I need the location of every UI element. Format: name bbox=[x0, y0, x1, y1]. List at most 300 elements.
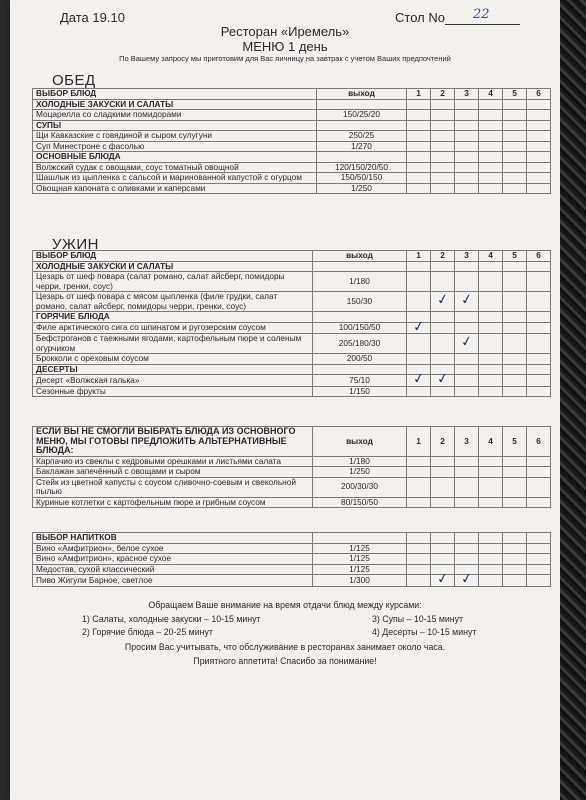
dish-output: 80/150/50 bbox=[313, 497, 407, 508]
header-course-2 bbox=[431, 533, 455, 544]
category-course-cell bbox=[503, 99, 527, 110]
dish-row bbox=[33, 456, 551, 467]
dish-course-cell bbox=[503, 456, 527, 467]
category-output bbox=[317, 99, 407, 110]
dish-course-cell bbox=[407, 467, 431, 478]
dish-course-cell bbox=[431, 497, 455, 508]
category-label: ГОРЯЧИЕ БЛЮДА bbox=[33, 312, 313, 323]
dish-name: Шашлык из цыпленка с сальсой и маринованной капустой с огурцом bbox=[33, 173, 317, 184]
dish-course-cell bbox=[527, 375, 551, 387]
dish-output: 1/125 bbox=[313, 564, 407, 575]
dish-course-cell bbox=[431, 173, 455, 184]
dish-course-cell bbox=[479, 162, 503, 173]
table-number-field bbox=[395, 7, 520, 25]
dish-name: Стейк из цветной капусты с соусом сливочно-соевым и свекольной пылью bbox=[33, 477, 313, 497]
category-course-cell bbox=[527, 364, 551, 375]
dish-output: 75/10 bbox=[313, 375, 407, 387]
category-label: ОСНОВНЫЕ БЛЮДА bbox=[33, 152, 317, 163]
dish-output: 1/250 bbox=[313, 467, 407, 478]
serving-time-hot: 2) Горячие блюда – 20-25 минут bbox=[82, 627, 213, 637]
dish-course-cell bbox=[479, 477, 503, 497]
dish-output: 200/30/30 bbox=[313, 477, 407, 497]
dish-course-cell bbox=[455, 354, 479, 365]
dish-output: 100/150/50 bbox=[313, 322, 407, 334]
dish-course-cell bbox=[431, 292, 455, 312]
dish-name: Моцарелла со сладкими помидорами bbox=[33, 110, 317, 121]
header-course-6: 6 bbox=[527, 427, 551, 457]
dish-course-cell bbox=[527, 322, 551, 334]
dish-course-cell bbox=[455, 467, 479, 478]
dish-course-cell bbox=[503, 575, 527, 587]
dish-course-cell bbox=[527, 183, 551, 194]
dish-row bbox=[33, 334, 551, 354]
dish-course-cell bbox=[503, 131, 527, 142]
dish-output: 1/180 bbox=[313, 272, 407, 292]
dish-course-cell bbox=[431, 354, 455, 365]
category-course-cell bbox=[431, 99, 455, 110]
dish-course-cell bbox=[455, 477, 479, 497]
category-course-cell bbox=[431, 312, 455, 323]
dish-course-cell bbox=[479, 131, 503, 142]
dish-row bbox=[33, 173, 551, 184]
dish-name: Медостав, сухой классический bbox=[33, 564, 313, 575]
header-course-4: 4 bbox=[479, 89, 503, 100]
category-course-cell bbox=[431, 152, 455, 163]
handwritten-check-icon: ✓ bbox=[435, 370, 450, 388]
dish-course-cell bbox=[407, 554, 431, 565]
dish-course-cell bbox=[479, 334, 503, 354]
category-course-cell bbox=[479, 99, 503, 110]
dish-output: 1/125 bbox=[313, 543, 407, 554]
category-course-cell bbox=[407, 120, 431, 131]
dish-course-cell bbox=[527, 554, 551, 565]
dish-course-cell bbox=[527, 334, 551, 354]
dish-course-cell bbox=[527, 173, 551, 184]
header-output: выход bbox=[313, 251, 407, 262]
dish-course-cell bbox=[431, 370, 455, 388]
handwritten-check-icon: ✓ bbox=[411, 317, 426, 336]
dish-output: 250/25 bbox=[317, 131, 407, 142]
dish-course-cell bbox=[407, 354, 431, 365]
dish-row bbox=[33, 272, 551, 292]
restaurant-name: Ресторан «Иремель» bbox=[220, 24, 350, 39]
category-course-cell bbox=[407, 152, 431, 163]
header-course-2: 2 bbox=[431, 89, 455, 100]
dish-course-cell bbox=[407, 141, 431, 152]
handwritten-check-icon: ✓ bbox=[459, 570, 474, 588]
service-time-note: Просим Вас учитывать, что обслуживание в ресторанах занимает около часа. bbox=[124, 642, 446, 652]
category-row bbox=[33, 312, 551, 323]
header-course-3: 3 bbox=[455, 89, 479, 100]
dish-course-cell bbox=[455, 141, 479, 152]
handwritten-check-icon: ✓ bbox=[459, 291, 474, 310]
category-course-cell bbox=[479, 312, 503, 323]
dish-course-cell bbox=[455, 173, 479, 184]
category-course-cell bbox=[527, 261, 551, 272]
dish-course-cell bbox=[431, 554, 455, 565]
dish-output: 150/25/20 bbox=[317, 110, 407, 121]
table-header-row bbox=[33, 89, 551, 100]
dish-course-cell bbox=[431, 386, 455, 397]
dinner-title: УЖИН bbox=[52, 236, 99, 253]
dish-course-cell bbox=[407, 317, 431, 336]
dish-name: Бефстроганов с таежными ягодами, картофельным пюре и соленым огурчиком bbox=[33, 334, 313, 354]
thanks-note: Приятного аппетита! Спасибо за понимание! bbox=[193, 656, 377, 666]
category-label: ДЕСЕРТЫ bbox=[33, 364, 313, 375]
header-course-4: 4 bbox=[479, 427, 503, 457]
dish-course-cell bbox=[431, 334, 455, 354]
dish-course-cell bbox=[503, 477, 527, 497]
dish-course-cell bbox=[503, 386, 527, 397]
dish-row bbox=[33, 110, 551, 121]
dish-course-cell bbox=[407, 110, 431, 121]
header-title: ВЫБОР БЛЮД bbox=[33, 251, 313, 262]
category-course-cell bbox=[455, 312, 479, 323]
dish-course-cell bbox=[431, 322, 455, 334]
drinks-table bbox=[32, 532, 551, 587]
category-course-cell bbox=[455, 120, 479, 131]
dish-course-cell bbox=[407, 456, 431, 467]
header-course-6: 6 bbox=[527, 251, 551, 262]
category-course-cell bbox=[503, 364, 527, 375]
lunch-table bbox=[32, 88, 551, 194]
category-course-cell bbox=[503, 261, 527, 272]
dish-output: 200/50 bbox=[313, 354, 407, 365]
dish-name: Карпачио из свеклы с кедровыми орешками и листьями салата bbox=[33, 456, 313, 467]
dish-course-cell bbox=[479, 272, 503, 292]
category-course-cell bbox=[479, 261, 503, 272]
category-course-cell bbox=[407, 261, 431, 272]
category-label: ХОЛОДНЫЕ ЗАКУСКИ И САЛАТЫ bbox=[33, 99, 317, 110]
dish-course-cell bbox=[407, 575, 431, 587]
header-course-1 bbox=[407, 533, 431, 544]
header-course-5: 5 bbox=[503, 89, 527, 100]
dish-course-cell bbox=[455, 322, 479, 334]
breakfast-note: По Вашему запросу мы приготовим для Вас яичницу на завтрак с учетом Ваших предпочтений bbox=[119, 54, 451, 63]
dish-course-cell bbox=[455, 375, 479, 387]
dish-output: 1/180 bbox=[313, 456, 407, 467]
handwritten-check-icon: ✓ bbox=[435, 291, 450, 310]
dish-row bbox=[33, 322, 551, 334]
header-course-5: 5 bbox=[503, 427, 527, 457]
dish-course-cell bbox=[527, 564, 551, 575]
dish-course-cell bbox=[455, 162, 479, 173]
dish-name: Баклажан запечённый с овощами и сыром bbox=[33, 467, 313, 478]
dish-course-cell bbox=[407, 543, 431, 554]
dish-course-cell bbox=[479, 467, 503, 478]
dish-row bbox=[33, 554, 551, 565]
menu-title: МЕНЮ 1 день bbox=[242, 39, 328, 54]
dish-row bbox=[33, 477, 551, 497]
dish-course-cell bbox=[503, 183, 527, 194]
header-course-3 bbox=[455, 533, 479, 544]
dish-row bbox=[33, 467, 551, 478]
dish-row bbox=[33, 141, 551, 152]
dish-course-cell bbox=[479, 173, 503, 184]
category-row bbox=[33, 261, 551, 272]
dish-course-cell bbox=[503, 322, 527, 334]
category-course-cell bbox=[455, 261, 479, 272]
dish-output: 1/300 bbox=[313, 575, 407, 587]
category-course-cell bbox=[527, 120, 551, 131]
dish-name: Куриные котлетки с картофельным пюре и грибным соусом bbox=[33, 497, 313, 508]
dish-course-cell bbox=[407, 131, 431, 142]
category-row bbox=[33, 120, 551, 131]
dish-course-cell bbox=[479, 141, 503, 152]
dish-course-cell bbox=[503, 543, 527, 554]
dish-course-cell bbox=[479, 110, 503, 121]
dish-output: 1/250 bbox=[317, 183, 407, 194]
dish-course-cell bbox=[503, 110, 527, 121]
dish-course-cell bbox=[407, 272, 431, 292]
dish-output: 205/180/30 bbox=[313, 334, 407, 354]
category-course-cell bbox=[479, 152, 503, 163]
header-title: ВЫБОР БЛЮД bbox=[33, 89, 317, 100]
table-header-row bbox=[33, 251, 551, 262]
dish-name: Щи Кавказские с говядиной и сыром сулугуни bbox=[33, 131, 317, 142]
category-course-cell bbox=[527, 99, 551, 110]
dish-course-cell bbox=[479, 543, 503, 554]
alternatives-table bbox=[32, 426, 551, 508]
category-course-cell bbox=[431, 261, 455, 272]
dish-course-cell bbox=[407, 497, 431, 508]
dish-row bbox=[33, 575, 551, 587]
dish-name: Брокколи с ореховым соусом bbox=[33, 354, 313, 365]
header-output: выход bbox=[317, 89, 407, 100]
serving-time-desserts: 4) Десерты – 10-15 минут bbox=[372, 627, 477, 637]
category-course-cell bbox=[479, 364, 503, 375]
dish-course-cell bbox=[527, 467, 551, 478]
dish-course-cell bbox=[407, 173, 431, 184]
dish-course-cell bbox=[455, 497, 479, 508]
dish-row bbox=[33, 292, 551, 312]
dish-course-cell bbox=[527, 272, 551, 292]
category-row bbox=[33, 99, 551, 110]
dish-course-cell bbox=[503, 467, 527, 478]
dish-output: 120/150/20/50 bbox=[317, 162, 407, 173]
dish-course-cell bbox=[455, 272, 479, 292]
category-label: СУПЫ bbox=[33, 120, 317, 131]
dish-course-cell bbox=[407, 183, 431, 194]
category-course-cell bbox=[455, 99, 479, 110]
dish-row bbox=[33, 183, 551, 194]
serving-time-salads: 1) Салаты, холодные закуски – 10-15 минут bbox=[82, 614, 261, 624]
header-output bbox=[313, 533, 407, 544]
dish-name: Овощная капоната с оливками и каперсами bbox=[33, 183, 317, 194]
dish-name: Цезарь от шеф повара (салат романо, салат айсберг, помидоры черри, гренки, соус) bbox=[33, 272, 313, 292]
dish-course-cell bbox=[527, 386, 551, 397]
category-course-cell bbox=[527, 152, 551, 163]
serving-time-soups: 3) Супы – 10-15 минут bbox=[372, 614, 464, 624]
dish-row bbox=[33, 162, 551, 173]
dish-course-cell bbox=[455, 131, 479, 142]
dish-row bbox=[33, 131, 551, 142]
dish-course-cell bbox=[407, 334, 431, 354]
dish-course-cell bbox=[527, 543, 551, 554]
dish-course-cell bbox=[479, 292, 503, 312]
dish-course-cell bbox=[479, 497, 503, 508]
dish-course-cell bbox=[431, 162, 455, 173]
dish-course-cell bbox=[455, 570, 479, 588]
table-number-handwritten: 22 bbox=[472, 7, 490, 22]
header-title: ЕСЛИ ВЫ НЕ СМОГЛИ ВЫБРАТЬ БЛЮДА ИЗ ОСНОВНОГО МЕНЮ, МЫ ГОТОВЫ ПРЕДЛОЖИТЬ АЛЬТЕРНАТИВНЫЕ БЛЮДА: bbox=[33, 427, 313, 457]
dish-course-cell bbox=[407, 292, 431, 312]
category-course-cell bbox=[431, 120, 455, 131]
dark-background-edge bbox=[560, 0, 586, 800]
dish-course-cell bbox=[503, 375, 527, 387]
dish-course-cell bbox=[479, 575, 503, 587]
dish-course-cell bbox=[527, 497, 551, 508]
header-course-2: 2 bbox=[431, 251, 455, 262]
dish-course-cell bbox=[455, 183, 479, 194]
dish-course-cell bbox=[431, 131, 455, 142]
dish-course-cell bbox=[503, 354, 527, 365]
category-course-cell bbox=[527, 312, 551, 323]
dish-course-cell bbox=[503, 554, 527, 565]
header-output: выход bbox=[313, 427, 407, 457]
header-course-3: 3 bbox=[455, 427, 479, 457]
dish-course-cell bbox=[455, 543, 479, 554]
dish-course-cell bbox=[527, 131, 551, 142]
dish-course-cell bbox=[527, 477, 551, 497]
header-course-1: 1 bbox=[407, 251, 431, 262]
dish-course-cell bbox=[479, 554, 503, 565]
dish-row bbox=[33, 386, 551, 397]
dish-course-cell bbox=[407, 370, 431, 388]
dish-course-cell bbox=[527, 354, 551, 365]
serving-time-intro: Обращаем Ваше внимание на время отдачи блюд между курсами: bbox=[148, 600, 422, 610]
handwritten-check-icon: ✓ bbox=[435, 570, 450, 588]
table-header-row bbox=[33, 427, 551, 457]
dish-course-cell bbox=[431, 456, 455, 467]
dish-course-cell bbox=[407, 386, 431, 397]
category-output bbox=[313, 364, 407, 375]
category-course-cell bbox=[503, 120, 527, 131]
dish-course-cell bbox=[479, 386, 503, 397]
dish-output: 150/50/150 bbox=[317, 173, 407, 184]
category-row bbox=[33, 364, 551, 375]
dish-course-cell bbox=[503, 162, 527, 173]
dish-name: Вино «Амфитрион», белое сухое bbox=[33, 543, 313, 554]
header-course-6 bbox=[527, 533, 551, 544]
header-course-5: 5 bbox=[503, 251, 527, 262]
dish-output: 1/270 bbox=[317, 141, 407, 152]
dish-course-cell bbox=[407, 564, 431, 575]
dinner-table bbox=[32, 250, 551, 397]
category-output bbox=[317, 152, 407, 163]
dish-course-cell bbox=[527, 575, 551, 587]
dish-course-cell bbox=[479, 354, 503, 365]
header-course-3: 3 bbox=[455, 251, 479, 262]
dish-name: Вино «Амфитрион», красное сухое bbox=[33, 554, 313, 565]
header-course-2: 2 bbox=[431, 427, 455, 457]
dish-course-cell bbox=[455, 110, 479, 121]
category-output bbox=[313, 261, 407, 272]
header-course-1: 1 bbox=[407, 89, 431, 100]
dish-row bbox=[33, 375, 551, 387]
dish-course-cell bbox=[431, 110, 455, 121]
dish-course-cell bbox=[527, 456, 551, 467]
handwritten-check-icon: ✓ bbox=[459, 333, 474, 352]
dish-name: Сезонные фрукты bbox=[33, 386, 313, 397]
category-output bbox=[317, 120, 407, 131]
header-title: ВЫБОР НАПИТКОВ bbox=[33, 533, 313, 544]
dish-course-cell bbox=[503, 334, 527, 354]
dish-course-cell bbox=[431, 183, 455, 194]
dish-output: 1/125 bbox=[313, 554, 407, 565]
dish-course-cell bbox=[503, 564, 527, 575]
handwritten-check-icon: ✓ bbox=[411, 370, 426, 388]
dish-name: Пиво Жигули Барное, светлое bbox=[33, 575, 313, 587]
dish-course-cell bbox=[455, 292, 479, 312]
dish-course-cell bbox=[479, 456, 503, 467]
category-course-cell bbox=[503, 312, 527, 323]
header-course-4: 4 bbox=[479, 251, 503, 262]
category-label: ХОЛОДНЫЕ ЗАКУСКИ И САЛАТЫ bbox=[33, 261, 313, 272]
dish-course-cell bbox=[527, 162, 551, 173]
dish-course-cell bbox=[431, 570, 455, 588]
dish-course-cell bbox=[431, 477, 455, 497]
dish-output: 1/150 bbox=[313, 386, 407, 397]
dish-course-cell bbox=[503, 292, 527, 312]
dish-row bbox=[33, 497, 551, 508]
category-course-cell bbox=[479, 120, 503, 131]
dish-course-cell bbox=[479, 564, 503, 575]
dish-course-cell bbox=[431, 141, 455, 152]
dish-course-cell bbox=[479, 375, 503, 387]
dish-course-cell bbox=[455, 456, 479, 467]
header-course-1: 1 bbox=[407, 427, 431, 457]
dish-course-cell bbox=[455, 554, 479, 565]
category-course-cell bbox=[455, 364, 479, 375]
dish-name: Филе арктического сига со шпинатом и ругозерским соусом bbox=[33, 322, 313, 334]
dish-row bbox=[33, 564, 551, 575]
dish-name: Десерт «Волжская галька» bbox=[33, 375, 313, 387]
dish-course-cell bbox=[479, 322, 503, 334]
header-course-4 bbox=[479, 533, 503, 544]
dish-course-cell bbox=[503, 173, 527, 184]
dish-course-cell bbox=[407, 162, 431, 173]
category-course-cell bbox=[503, 152, 527, 163]
dish-row bbox=[33, 354, 551, 365]
menu-sheet bbox=[10, 0, 560, 800]
header-course-5 bbox=[503, 533, 527, 544]
category-course-cell bbox=[407, 99, 431, 110]
dish-course-cell bbox=[431, 543, 455, 554]
dish-row bbox=[33, 543, 551, 554]
dish-course-cell bbox=[455, 386, 479, 397]
dish-course-cell bbox=[527, 292, 551, 312]
table-header-row bbox=[33, 533, 551, 544]
dish-name: Суп Минестроне с фасолью bbox=[33, 141, 317, 152]
category-output bbox=[313, 312, 407, 323]
dish-name: Цезарь от шеф повара с мясом цыпленка (филе грудки, салат романо, салат айсберг, помидоры черри, гренки, соус) bbox=[33, 292, 313, 312]
date-label: Дата 19.10 bbox=[60, 10, 125, 25]
dish-course-cell bbox=[503, 497, 527, 508]
dish-course-cell bbox=[527, 110, 551, 121]
lunch-title: ОБЕД bbox=[52, 72, 96, 89]
dish-course-cell bbox=[431, 272, 455, 292]
dish-course-cell bbox=[479, 183, 503, 194]
dish-course-cell bbox=[527, 141, 551, 152]
dish-course-cell bbox=[455, 334, 479, 354]
dish-course-cell bbox=[407, 477, 431, 497]
table-number-label: Стол No bbox=[395, 10, 445, 25]
category-course-cell bbox=[455, 152, 479, 163]
category-row bbox=[33, 152, 551, 163]
header-course-6: 6 bbox=[527, 89, 551, 100]
dish-course-cell bbox=[431, 467, 455, 478]
